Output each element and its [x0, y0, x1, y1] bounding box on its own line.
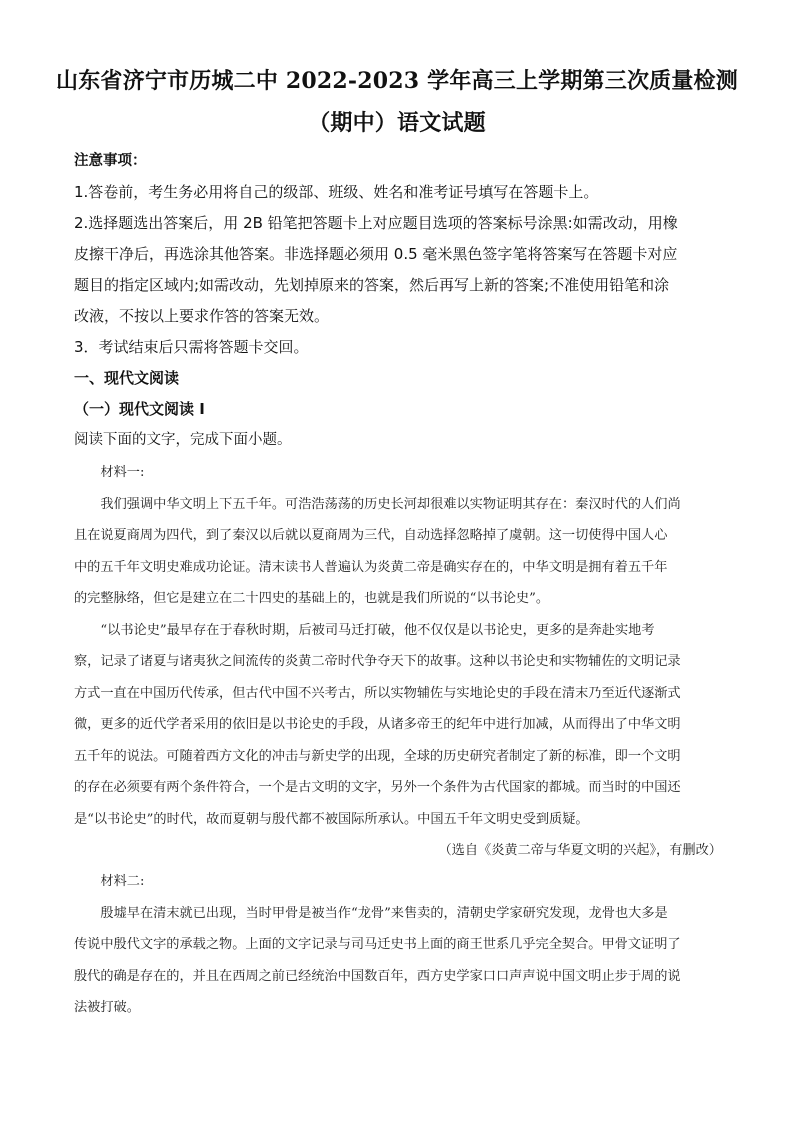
- subsection-heading: （一）现代文阅读 I: [74, 400, 205, 418]
- notice-item-1: 1.答卷前，考生务必用将自己的级部、班级、姓名和准考证号填写在答题卡上。: [74, 183, 599, 201]
- notice-item-2-line3: 题目的指定区域内;如需改动，先划掉原来的答案，然后再写上新的答案;不准使用铅笔和涂: [74, 276, 670, 294]
- material-1-para1-line4: 的完整脉络，但它是建立在二十四史的基础上的，也就是我们所说的“以书论史”。: [74, 591, 550, 606]
- notice-item-2-line4: 改液，不按以上要求作答的答案无效。: [74, 307, 330, 325]
- material-1-para2-line5: 五千年的说法。可随着西方文化的冲击与新史学的出现，全球的历史研究者制定了新的标准，即一个文明: [74, 748, 681, 764]
- material-1-label: 材料一:: [100, 465, 145, 480]
- material-1-para2-line3: 方式一直在中国历代传承，但古代中国不兴考古，所以实物辅佐与实地论史的手段在清末乃至近代逐渐式: [74, 685, 681, 701]
- material-1-para2-line1: “以书论史”最早存在于春秋时期，后被司马迁打破，他不仅仅是以书论史，更多的是奔赴实地考: [100, 622, 655, 638]
- material-1-source: （选自《炎黄二帝与华夏文明的兴起》，有删改）: [438, 843, 722, 858]
- material-2: [74, 866, 722, 1024]
- material-2-label: 材料二:: [100, 874, 145, 889]
- reading-instruction: 阅读下面的文字，完成下面小题。: [74, 432, 292, 448]
- material-2-para1-line3: 殷代的确是存在的，并且在西周之前已经统治中国数百年，西方史学家口口声声说中国文明止步于周的说: [74, 968, 681, 984]
- material-1-para1-line2: 且在说夏商周为四代，到了秦汉以后就以夏商周为三代，自动选择忽略掉了虞朝。这一切使得中国人心: [74, 528, 668, 543]
- material-2-para1-line4: 法被打破。: [74, 1000, 140, 1015]
- material-1-para1-line1: 我们强调中华文明上下五千年。可浩浩荡荡的历史长河却很难以实物证明其存在：秦汉时代的人们尚: [100, 496, 681, 512]
- exam-title-line2: （期中）语文试题: [308, 110, 486, 136]
- notice-item-3: 3．考试结束后只需将答题卡交回。: [74, 338, 309, 356]
- material-1-para2-line7: 是“以书论史”的时代，故而夏朝与殷代都不被国际所承认。中国五千年文明史受到质疑。: [74, 811, 589, 827]
- notice-heading: 注意事项：: [74, 153, 147, 169]
- exam-title-line1: 山东省济宁市历城二中 2022-2023 学年高三上学期第三次质量检测: [56, 68, 738, 94]
- notice-section: [74, 146, 720, 456]
- material-2-para1-line2: 传说中殷代文字的承载之物。上面的文字记录与司马迁史书上面的商王世系几乎完全契合。甲骨文证明了: [74, 937, 681, 952]
- material-1-para2-line6: 的存在必须要有两个条件符合，一个是古文明的文字，另外一个条件为古代国家的都城。而当时的中国还: [74, 780, 681, 795]
- section-heading: 一、现代文阅读: [74, 369, 180, 387]
- notice-item-2-line2: 皮擦干净后，再选涂其他答案。非选择题必须用 0.5 毫米黑色签字笔将答案写在答题卡对应: [74, 245, 678, 263]
- material-1-para2-line4: 微，更多的近代学者采用的依旧是以书论史的手段，从诸多帝王的纪年中进行加减，从而得出了中华文明: [74, 717, 681, 732]
- material-2-para1-line1: 殷墟早在清末就已出现，当时甲骨是被当作“龙骨”来售卖的，清朝史学家研究发现，龙骨也大多是: [100, 905, 668, 921]
- material-1-para1-line3: 中的五千年文明史难成功论证。清末读书人普遍认为炎黄二帝是确实存在的，中华文明是拥有着五千年: [74, 559, 668, 575]
- material-1: [74, 457, 722, 867]
- notice-item-2-line1: 2.选择题选出答案后，用 2B 铅笔把答题卡上对应题目选项的答案标号涂黑:如需改动，用橡: [74, 214, 678, 232]
- material-1-para2-line2: 察，记录了诸夏与诸夷狄之间流传的炎黄二帝时代争夺天下的故事。这种以书论史和实物辅佐的文明记录: [74, 654, 681, 669]
